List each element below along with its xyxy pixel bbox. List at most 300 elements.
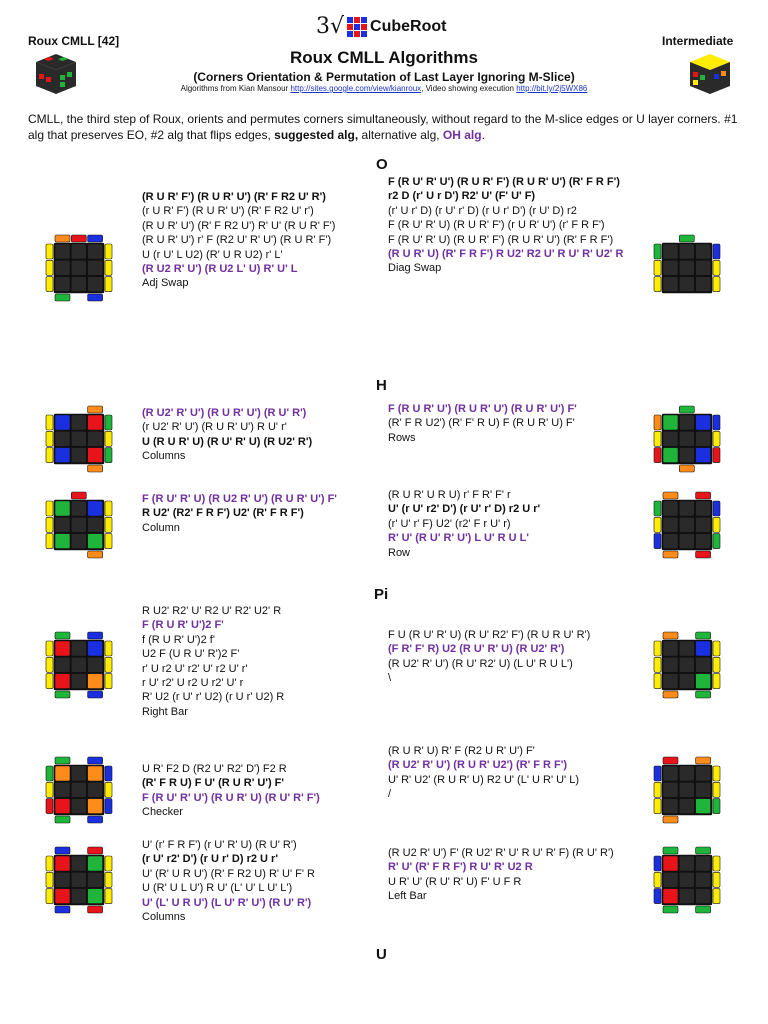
top-sticker — [71, 657, 86, 672]
side-sticker — [105, 501, 112, 516]
side-sticker — [696, 847, 711, 854]
top-sticker — [663, 799, 678, 814]
side-sticker — [88, 551, 103, 558]
alg-block-pi-columns — [142, 838, 382, 924]
alg-line: F (R U' R' U) (R U2 R' U') (R U R' U') F' — [142, 493, 337, 505]
side-sticker — [713, 260, 720, 275]
alg-line: (r' U' r' F) U2' (r2' F r U' r) — [388, 517, 511, 530]
top-sticker — [679, 501, 694, 516]
top-sticker — [696, 277, 711, 292]
cube-diagram-h-column — [44, 490, 114, 560]
cube-diagram-pi-left-bar — [652, 845, 722, 915]
side-sticker — [654, 534, 661, 549]
logo-grid-icon — [347, 17, 367, 37]
side-sticker — [88, 847, 103, 854]
side-sticker — [55, 691, 70, 698]
top-sticker — [71, 856, 86, 871]
alg-line: (R U R' F') (R U R' U') (R' F R2 U' R') — [142, 191, 326, 203]
top-sticker — [88, 415, 103, 430]
side-sticker — [713, 244, 720, 259]
difficulty-label: Intermediate — [662, 34, 734, 48]
alg-line: R' U' (R U' R' U') L U' R U L' — [388, 532, 529, 545]
credits-prefix: Algorithms from Kian Mansour — [180, 84, 289, 93]
alg-line: (R U R' U') r' F (R2 U' R' U') (R U R' F') — [142, 234, 332, 247]
side-sticker — [46, 799, 53, 814]
top-sticker — [696, 889, 711, 904]
top-sticker — [88, 766, 103, 781]
top-sticker — [71, 260, 86, 275]
top-sticker — [663, 889, 678, 904]
alg-line: F (R U' R' U) (R U R' F') (R U R' U') (R' F R F') — [388, 233, 614, 246]
side-sticker — [663, 906, 678, 913]
alg-line: F (R U' R' U') (R U R' F') (R U R' U') (R' F R F') — [388, 176, 620, 188]
top-sticker — [663, 872, 678, 887]
top-sticker — [679, 766, 694, 781]
alg-line: F (R U R' U')2 F' — [142, 619, 224, 632]
top-sticker — [696, 501, 711, 516]
cuberoot-logo — [316, 14, 446, 39]
intro-alternative: alternative alg, — [361, 128, 440, 142]
alg-line: U (r U' L U2) (R' U R U2) r' L' — [142, 248, 283, 261]
side-sticker — [55, 847, 70, 854]
alg-line: U' (R' U R U') (R' F R2 U) R' U' F' R — [142, 867, 315, 880]
alg-line: U (R U R' U) (R U' R' U) (R U2' R') — [142, 435, 313, 448]
side-sticker — [105, 657, 112, 672]
top-sticker — [71, 782, 86, 797]
credits-link-video[interactable]: http://bit.ly/2j5WX86 — [516, 84, 588, 93]
top-sticker — [88, 799, 103, 814]
alg-line: U R' U' (R U' R' U) F' U F R — [388, 875, 522, 888]
top-sticker — [663, 674, 678, 689]
side-sticker — [696, 551, 711, 558]
section-heading-pi: Pi — [374, 586, 389, 603]
side-sticker — [88, 406, 103, 413]
cube-diagram-pi-slash — [652, 755, 722, 825]
top-sticker — [696, 431, 711, 446]
side-sticker — [663, 816, 678, 823]
side-sticker — [713, 415, 720, 430]
side-sticker — [46, 448, 53, 463]
top-sticker — [663, 501, 678, 516]
side-sticker — [654, 260, 661, 275]
radical-icon: 3√ — [316, 14, 345, 39]
top-sticker — [88, 277, 103, 292]
side-sticker — [696, 691, 711, 698]
case-name: Left Bar — [388, 890, 427, 903]
cube-diagram-o-adj — [44, 233, 114, 303]
top-sticker — [88, 431, 103, 446]
intro-text: CMLL, the third step of Roux, orients and permutes corners simultaneously, without regard to the M-slice edges or U layer corners. #1 alg that preserves EO, #2 alg that flips edges, — [28, 112, 738, 142]
side-sticker — [663, 551, 678, 558]
case-name: / — [388, 788, 392, 801]
side-sticker — [105, 431, 112, 446]
side-sticker — [663, 757, 678, 764]
side-sticker — [55, 906, 70, 913]
alg-line: F (R U' R' U') (R U R' U) (R U' R' F') — [142, 791, 320, 804]
top-sticker — [679, 782, 694, 797]
top-sticker — [55, 889, 70, 904]
top-sticker — [679, 415, 694, 430]
alg-block-pi-backslash — [388, 628, 628, 686]
top-sticker — [71, 534, 86, 549]
alg-block-pi-slash — [388, 744, 628, 802]
side-sticker — [713, 501, 720, 516]
top-sticker — [663, 517, 678, 532]
side-sticker — [105, 415, 112, 430]
alg-line: (r' U r' D) (r U' r' D) (r U r' D') (r U' D) r2 — [388, 204, 577, 217]
side-sticker — [88, 632, 103, 639]
top-sticker — [663, 244, 678, 259]
page-title: Roux CMLL Algorithms — [290, 48, 478, 67]
alg-line: U' (L' U R U') (L U' R' U') (R U' R') — [142, 896, 312, 909]
top-sticker — [663, 856, 678, 871]
intro-suggested: suggested alg, — [274, 128, 359, 142]
side-sticker — [105, 448, 112, 463]
cube-diagram-h-row — [652, 490, 722, 560]
side-sticker — [46, 277, 53, 292]
top-sticker — [71, 799, 86, 814]
case-name: Right Bar — [142, 705, 188, 718]
alg-line: U' R' U2' (R U R' U) R2 U' (L' U R' U' L) — [388, 773, 579, 786]
alg-block-h-rows — [388, 402, 628, 445]
side-sticker — [105, 799, 112, 814]
side-sticker — [105, 872, 112, 887]
top-sticker — [663, 431, 678, 446]
alg-line: U2 F (U R U' R')2 F' — [142, 648, 240, 661]
alg-line: R' U2 (r U' r' U2) (r U r' U2) R — [142, 691, 285, 704]
side-sticker — [88, 294, 103, 301]
top-sticker — [55, 872, 70, 887]
top-sticker — [88, 889, 103, 904]
side-sticker — [679, 406, 694, 413]
side-sticker — [654, 431, 661, 446]
side-sticker — [713, 766, 720, 781]
credits-link-algorithms[interactable]: http://sites.google.com/view/kianroux — [290, 84, 422, 93]
side-sticker — [663, 492, 678, 499]
top-sticker — [71, 641, 86, 656]
side-sticker — [105, 277, 112, 292]
top-sticker — [71, 517, 86, 532]
side-sticker — [713, 641, 720, 656]
alg-block-o-diag-swap — [388, 175, 628, 276]
side-sticker — [654, 766, 661, 781]
side-sticker — [55, 816, 70, 823]
side-sticker — [654, 244, 661, 259]
alg-block-h-row — [388, 488, 628, 560]
side-sticker — [654, 674, 661, 689]
side-sticker — [46, 674, 53, 689]
side-sticker — [713, 277, 720, 292]
side-sticker — [46, 534, 53, 549]
side-sticker — [713, 889, 720, 904]
side-sticker — [663, 847, 678, 854]
alg-line: F (R U R' U') (R U R' U') (R U R' U') F' — [388, 403, 577, 415]
side-sticker — [105, 260, 112, 275]
top-sticker — [696, 534, 711, 549]
top-sticker — [88, 641, 103, 656]
alg-line: (R U R' U) R' F (R2 U R' U') F' — [388, 745, 535, 757]
side-sticker — [654, 872, 661, 887]
side-sticker — [105, 534, 112, 549]
top-sticker — [663, 448, 678, 463]
side-sticker — [654, 799, 661, 814]
case-name: Rows — [388, 431, 416, 444]
alg-line: (R U2 R' U') (R U2 L' U) R' U' L — [142, 263, 298, 276]
top-sticker — [679, 872, 694, 887]
top-sticker — [679, 856, 694, 871]
side-sticker — [663, 691, 678, 698]
side-sticker — [88, 465, 103, 472]
top-sticker — [679, 448, 694, 463]
side-sticker — [46, 244, 53, 259]
top-sticker — [71, 674, 86, 689]
set-label: Roux CMLL [42] — [28, 34, 120, 48]
case-name: Diag Swap — [388, 262, 442, 275]
top-sticker — [696, 657, 711, 672]
top-sticker — [55, 534, 70, 549]
alg-block-o-adj-swap — [142, 190, 376, 291]
logo-text: CubeRoot — [370, 17, 447, 35]
top-sticker — [55, 431, 70, 446]
side-sticker — [105, 517, 112, 532]
side-sticker — [654, 657, 661, 672]
top-sticker — [696, 260, 711, 275]
side-sticker — [105, 766, 112, 781]
side-sticker — [105, 641, 112, 656]
side-sticker — [88, 757, 103, 764]
cube-diagram-pi-right-bar — [44, 630, 114, 700]
top-sticker — [696, 782, 711, 797]
top-sticker — [88, 448, 103, 463]
alg-block-pi-checker — [142, 762, 382, 820]
alg-line: (R U R' U R U) r' F R' F' r — [388, 489, 511, 501]
top-sticker — [88, 534, 103, 549]
case-name: \ — [388, 672, 392, 685]
top-sticker — [71, 872, 86, 887]
top-sticker — [88, 501, 103, 516]
top-sticker — [696, 856, 711, 871]
side-sticker — [713, 799, 720, 814]
top-sticker — [55, 766, 70, 781]
side-sticker — [696, 757, 711, 764]
side-sticker — [654, 856, 661, 871]
side-sticker — [654, 517, 661, 532]
side-sticker — [105, 674, 112, 689]
side-sticker — [88, 906, 103, 913]
alg-line: R U2' R2' U' R2 U' R2' U2' R — [142, 605, 282, 617]
alg-line: (r U2' R' U') (R U R' U') R U' r' — [142, 421, 287, 434]
side-sticker — [55, 632, 70, 639]
cube-diagram-pi-columns — [44, 845, 114, 915]
case-name: Checker — [142, 806, 183, 819]
side-sticker — [46, 501, 53, 516]
top-sticker — [55, 799, 70, 814]
side-sticker — [105, 782, 112, 797]
alg-block-pi-left-bar — [388, 846, 628, 904]
top-sticker — [88, 244, 103, 259]
top-sticker — [679, 641, 694, 656]
side-sticker — [696, 906, 711, 913]
side-sticker — [713, 448, 720, 463]
top-sticker — [55, 277, 70, 292]
section-heading-h: H — [376, 377, 387, 394]
case-name: Row — [388, 546, 411, 559]
top-sticker — [71, 415, 86, 430]
side-sticker — [713, 431, 720, 446]
cube-diagram-pi-backslash — [652, 630, 722, 700]
alg-line: (R' F R U) F U' (R U R' U') F' — [142, 777, 285, 790]
top-sticker — [663, 415, 678, 430]
credits-line — [0, 84, 768, 93]
alg-line: R U2' (R2' F R F') U2' (R' F R F') — [142, 507, 304, 520]
alg-line: r2 D (r' U r D') R2' U' (F' U' F) — [388, 190, 536, 203]
top-sticker — [679, 799, 694, 814]
side-sticker — [88, 235, 103, 242]
side-sticker — [105, 889, 112, 904]
side-sticker — [663, 632, 678, 639]
side-sticker — [713, 517, 720, 532]
top-sticker — [71, 244, 86, 259]
alg-line: (R U R' U') (R' F R2 U') R' U' (R U R' F') — [142, 219, 336, 232]
top-sticker — [88, 782, 103, 797]
alg-line: (r U' r2' D') (r U r' D) r2 U r' — [142, 853, 278, 866]
top-sticker — [663, 641, 678, 656]
top-sticker — [55, 244, 70, 259]
top-sticker — [71, 277, 86, 292]
side-sticker — [696, 632, 711, 639]
top-sticker — [663, 657, 678, 672]
side-sticker — [46, 517, 53, 532]
top-sticker — [679, 517, 694, 532]
top-sticker — [679, 534, 694, 549]
top-sticker — [663, 766, 678, 781]
side-sticker — [46, 856, 53, 871]
side-sticker — [713, 782, 720, 797]
side-sticker — [46, 657, 53, 672]
top-sticker — [88, 674, 103, 689]
side-sticker — [105, 244, 112, 259]
top-sticker — [55, 260, 70, 275]
side-sticker — [71, 492, 86, 499]
side-sticker — [71, 235, 86, 242]
top-sticker — [696, 641, 711, 656]
side-sticker — [654, 277, 661, 292]
side-sticker — [654, 782, 661, 797]
side-sticker — [46, 766, 53, 781]
alg-line: (R U2' R' U') (R U R' U2') (R' F R F') — [388, 759, 568, 772]
top-sticker — [696, 415, 711, 430]
side-sticker — [654, 641, 661, 656]
side-sticker — [55, 757, 70, 764]
section-heading-u: U — [376, 946, 387, 963]
top-sticker — [696, 244, 711, 259]
top-sticker — [679, 260, 694, 275]
alg-line: R' U' (R' F R F') R U' R' U2 R — [388, 861, 533, 874]
alg-line: (R U2' R' U') (R U' R2' U) (L U' R U L') — [388, 657, 573, 670]
top-sticker — [679, 244, 694, 259]
side-sticker — [713, 856, 720, 871]
cube-diagram-h-columns — [44, 404, 114, 474]
top-sticker — [696, 799, 711, 814]
intro-paragraph — [28, 111, 748, 143]
cube-diagram-o-diag — [652, 233, 722, 303]
case-name: Column — [142, 521, 180, 534]
alg-line: U' (r U' r2' D') (r U' r' D) r2 U r' — [388, 503, 541, 516]
side-sticker — [55, 294, 70, 301]
top-sticker — [696, 766, 711, 781]
top-sticker — [696, 674, 711, 689]
intro-end: . — [481, 128, 485, 142]
side-sticker — [88, 691, 103, 698]
side-sticker — [654, 501, 661, 516]
side-sticker — [46, 431, 53, 446]
side-sticker — [88, 816, 103, 823]
alg-block-h-columns — [142, 406, 382, 464]
side-sticker — [46, 889, 53, 904]
side-sticker — [46, 415, 53, 430]
alg-line: (R' F R U2') (R' F' R U) F (R U R' U) F' — [388, 417, 575, 430]
page-subtitle: (Corners Orientation & Permutation of Last Layer Ignoring M-Slice) — [193, 70, 575, 84]
alg-block-h-column — [142, 492, 382, 535]
top-sticker — [663, 260, 678, 275]
top-sticker — [71, 431, 86, 446]
credits-mid: , Video showing execution — [421, 84, 514, 93]
case-name: Columns — [142, 450, 186, 463]
top-sticker — [55, 517, 70, 532]
alg-line: r' U r2 U' r2' U' r2 U' r' — [142, 662, 248, 675]
top-sticker — [55, 501, 70, 516]
alg-line: (F R' F' R) U2 (R U' R' U) (R U2' R') — [388, 643, 565, 656]
side-sticker — [713, 534, 720, 549]
top-sticker — [55, 856, 70, 871]
side-sticker — [654, 889, 661, 904]
side-sticker — [654, 415, 661, 430]
top-sticker — [88, 657, 103, 672]
side-sticker — [713, 657, 720, 672]
top-sticker — [88, 856, 103, 871]
top-sticker — [55, 782, 70, 797]
side-sticker — [46, 260, 53, 275]
top-sticker — [679, 657, 694, 672]
alg-line: (R U2' R' U') (R U R' U') (R U' R') — [142, 407, 307, 419]
side-sticker — [46, 641, 53, 656]
top-sticker — [71, 766, 86, 781]
side-sticker — [696, 492, 711, 499]
top-sticker — [88, 517, 103, 532]
top-sticker — [71, 889, 86, 904]
side-sticker — [46, 872, 53, 887]
alg-line: (R U R' U) (R' F R F') R U2' R2 U' R U' R' U2' R — [388, 248, 624, 261]
intro-oh: OH alg — [442, 128, 482, 142]
side-sticker — [55, 235, 70, 242]
top-sticker — [88, 260, 103, 275]
top-sticker — [55, 641, 70, 656]
top-sticker — [679, 674, 694, 689]
alg-line: U (R' U L U') R U' (L' U' L U' L') — [142, 882, 293, 895]
top-sticker — [55, 448, 70, 463]
alg-line: U R' F2 D (R2 U' R2' D') F2 R — [142, 763, 287, 775]
side-sticker — [46, 782, 53, 797]
top-sticker — [71, 501, 86, 516]
case-name: Columns — [142, 911, 186, 924]
alg-line: (R U2 R' U') F' (R U2' R' U' R U' R' F) (R U' R') — [388, 847, 614, 859]
top-sticker — [663, 782, 678, 797]
side-sticker — [654, 448, 661, 463]
alg-line: F (R U' R' U) (R U R' F') (r U R' U') (r' F R F') — [388, 219, 605, 232]
alg-block-pi-right-bar — [142, 604, 382, 719]
top-sticker — [696, 872, 711, 887]
alg-line: F U (R U' R' U) (R U' R2' F') (R U R U' R') — [388, 629, 591, 641]
